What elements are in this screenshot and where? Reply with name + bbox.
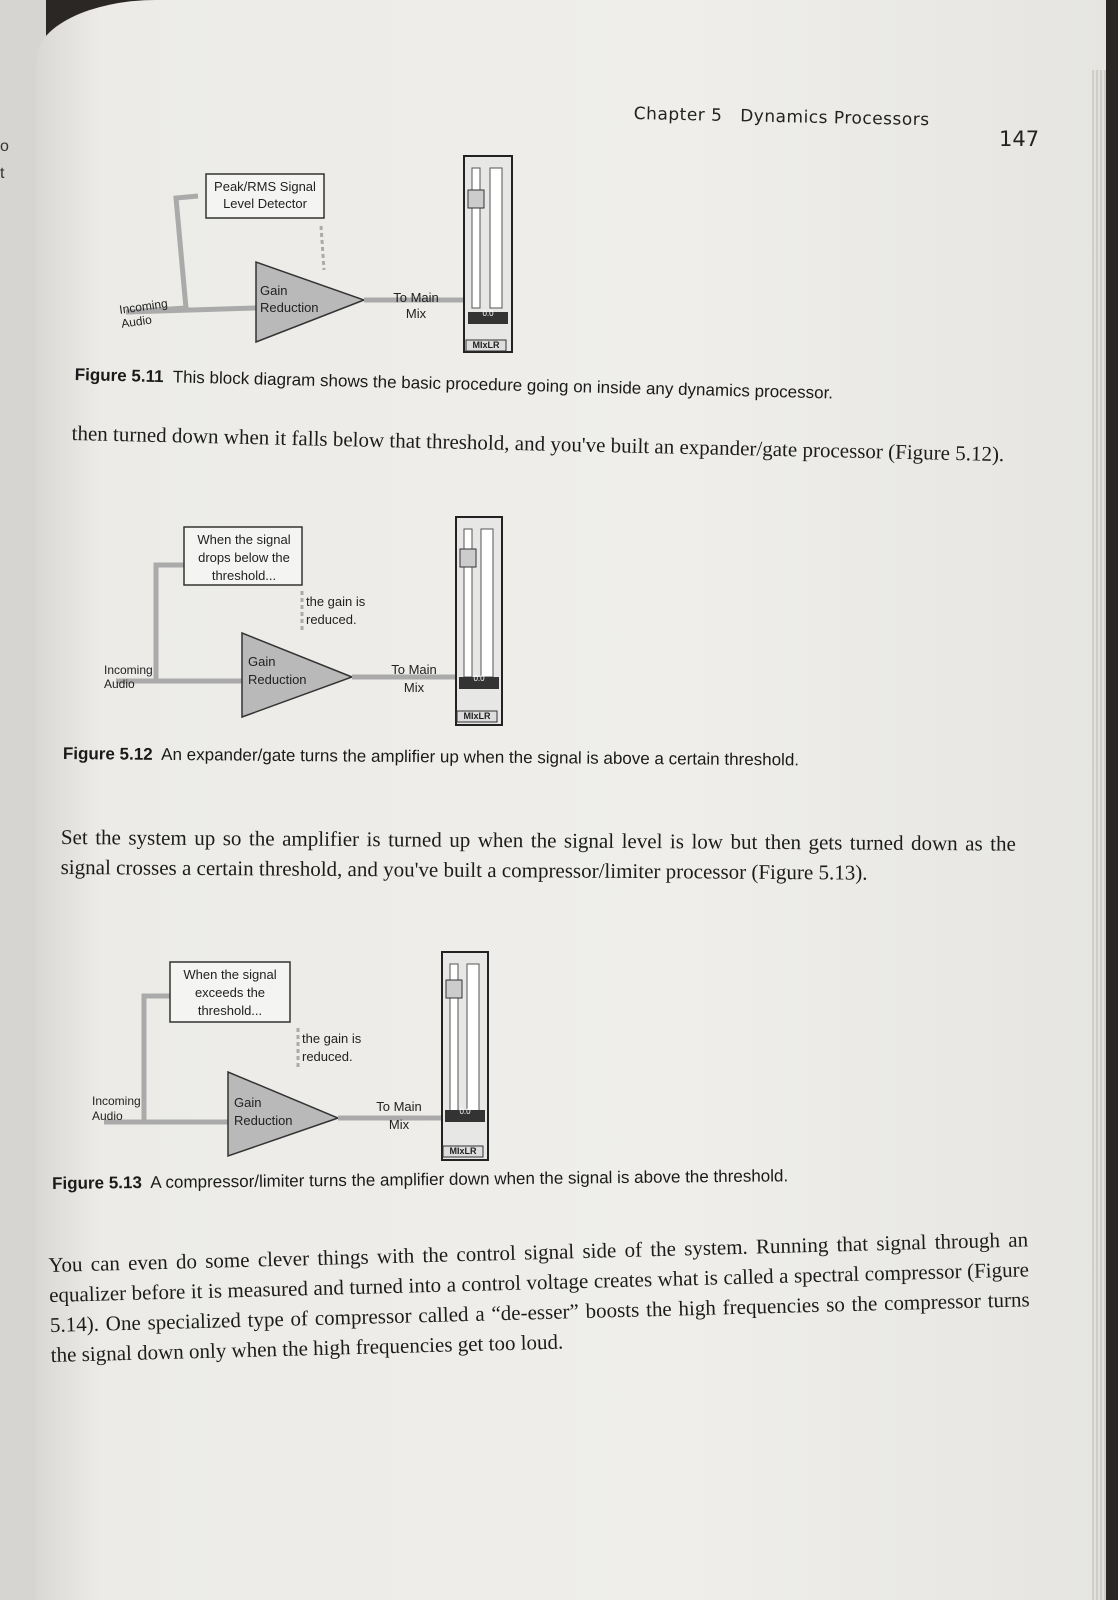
- caption-text: This block diagram shows the basic procedure going on inside any dynamics processor.: [172, 367, 834, 403]
- meter-label: MIxLR: [449, 1146, 477, 1156]
- figure-5-12: [66, 515, 526, 735]
- body-paragraph-1: then turned down when it falls below that threshold, and you've built an expander/gate processor (Figure 5.12).: [71, 420, 1005, 467]
- page-number: 147: [999, 127, 1040, 151]
- channel-fader: [456, 517, 502, 725]
- caption-label: Figure 5.13: [52, 1173, 142, 1193]
- margin-mark: o: [0, 138, 9, 155]
- caption-text: An expander/gate turns the amplifier up when the signal is above a certain threshold.: [161, 744, 800, 770]
- figure-5-11: [76, 150, 536, 365]
- figure-5-11-caption: [75, 365, 834, 404]
- input-label: Incoming Audio: [118, 296, 169, 331]
- page-edges: [1092, 70, 1106, 1600]
- chapter-title: Dynamics Processors: [739, 106, 930, 131]
- gain-label: Gain Reduction: [248, 654, 307, 687]
- figure-5-13: [58, 950, 518, 1170]
- input-label: Incoming Audio: [92, 1094, 141, 1123]
- detector-label: When the signal drops below the threshold...: [197, 532, 291, 583]
- figure-5-13-caption: [52, 1166, 788, 1194]
- running-header: [634, 104, 930, 130]
- gain-label: Gain Reduction: [234, 1095, 293, 1128]
- figure-5-13-diagram: [58, 950, 518, 1165]
- caption-text: A compressor/limiter turns the amplifier down when the signal is above the threshold.: [150, 1166, 789, 1192]
- gain-note: the gain is reduced.: [302, 1031, 362, 1064]
- input-label: Incoming Audio: [104, 663, 153, 691]
- gain-label: Gain Reduction: [260, 283, 319, 315]
- meter-value: 0.0: [482, 309, 494, 318]
- caption-label: Figure 5.11: [74, 365, 164, 387]
- output-label: To Main Mix: [376, 1099, 422, 1132]
- control-line: [321, 226, 324, 270]
- margin-mark: t: [0, 165, 5, 182]
- meter-label: MIxLR: [463, 711, 491, 721]
- figure-5-12-caption: [63, 744, 799, 770]
- body-paragraph-3: You can even do some clever things with the control signal side of the system. Running that signal through an equalizer before it is measured and turned into a control voltage creates what is called a spectral compressor (Figure 5.14). One specialized type of compressor called a “de-esser” boosts the high frequencies so the compressor turns the signal down only when the high frequencies get too loud.: [48, 1227, 1030, 1367]
- output-label: To Main Mix: [393, 290, 439, 321]
- gain-note: the gain is reduced.: [306, 594, 366, 627]
- detector-label: When the signal exceeds the threshold...: [183, 967, 277, 1018]
- meter-label: MIxLR: [472, 340, 500, 350]
- output-label: To Main Mix: [391, 662, 437, 695]
- chapter-label: Chapter 5: [633, 104, 723, 126]
- book-page: [36, 0, 1106, 1600]
- caption-label: Figure 5.12: [62, 744, 153, 764]
- meter-value: 0.0: [473, 674, 485, 683]
- body-paragraph-2: Set the system up so the amplifier is turned up when the signal level is low but then gets turned down as the signal crosses a certain threshold, and you've built a compressor/limiter processor (Figure 5.13).: [60, 824, 1016, 885]
- meter-value: 0.0: [459, 1107, 471, 1116]
- detector-label: Peak/RMS Signal Level Detector: [214, 179, 316, 211]
